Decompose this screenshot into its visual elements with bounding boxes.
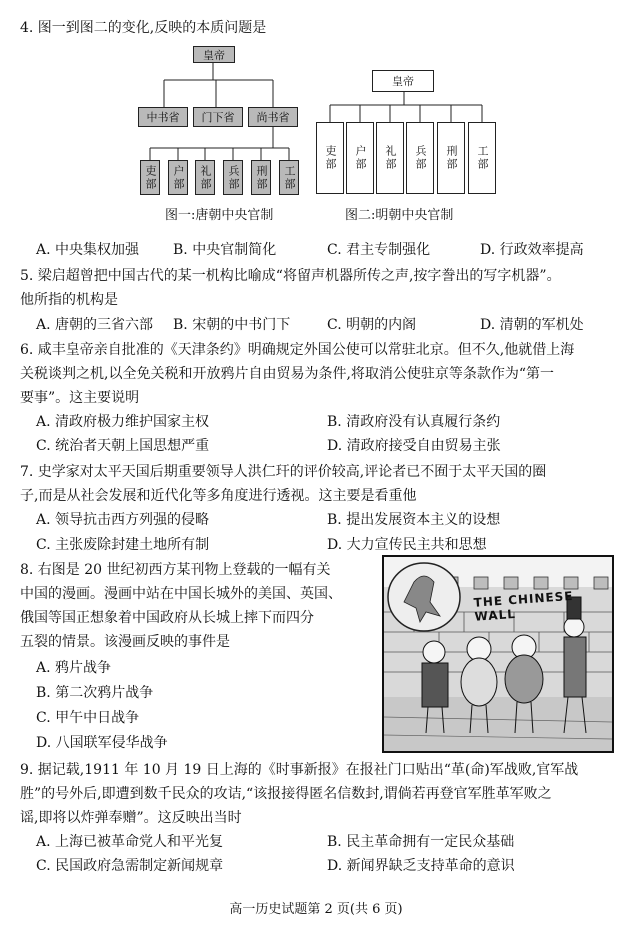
q8-option-a: A. 鸦片战争 [36,660,112,676]
q6-line-2: 关税谈判之机,以全免关税和开放鸦片自由贸易为条件,将取消公使驻京等条款作为“第一 [20,366,555,382]
q4-option-c: C. 君主专制强化 [327,242,431,258]
q7-option-d: D. 大力宣传民主共和思想 [327,537,487,553]
q8-line-1: 8. 右图是 20 世纪初西方某刊物上登载的一幅有关 [20,562,331,578]
q6-line-1: 6. 咸丰皇帝亲自批准的《天津条约》明确规定外国公使可以常驻北京。但不久,他就借上海 [20,342,575,358]
q4-option-a: A. 中央集权加强 [36,242,140,258]
fig2-li-bu2-box: 礼部 [376,122,404,194]
q6-option-c: C. 统治者天朝上国思想严重 [36,438,210,454]
fig2-gong-bu-box: 工部 [468,122,496,194]
q5-option-b: B. 宋朝的中书门下 [173,317,291,333]
q5-line-1: 5. 梁启超曾把中国古代的某一机构比喻成“将留声机器所传之声,按字誊出的写字机器”。 [20,268,561,284]
fig1-menxia-box: 门下省 [193,107,243,127]
q9-line-3: 谣,即将以炸弹奉赠”。这反映出当时 [20,810,242,826]
china-wall-cartoon [382,555,614,753]
q8-line-2: 中国的漫画。漫画中站在中国长城外的美国、英国、 [20,586,342,602]
q9-line-2: 胜”的号外后,即遭到数千民众的攻诘,“该报接得匿名信数封,谓倘若再登官军胜革军败之 [20,786,552,802]
fig1-bing-bu-box: 兵部 [223,160,243,195]
fig2-hu-bu-box: 户部 [346,122,374,194]
q7-line-1: 7. 史学家对太平天国后期重要领导人洪仁玕的评价较高,评论者已不囿于太平天国的圈 [20,464,547,480]
q9-line-1: 9. 据记载,1911 年 10 月 19 日上海的《时事新报》在报社门口贴出“革(命)军战败,官军战 [20,762,579,778]
q4-stem: 4. 图一到图二的变化,反映的本质问题是 [20,20,267,36]
cartoon-drawing [384,557,612,751]
fig1-gong-bu-box: 工部 [279,160,299,195]
q6-option-b: B. 清政府没有认真履行条约 [327,414,501,430]
q6-option-d: D. 清政府接受自由贸易主张 [327,438,501,454]
q4-option-d: D. 行政效率提高 [480,242,584,258]
q9-option-d: D. 新闻界缺乏支持革命的意识 [327,858,515,874]
fig2-emperor-box: 皇帝 [372,70,434,92]
fig1-li-bu2-box: 礼部 [195,160,215,195]
cartoon-wall-label: THE CHINESE WALL [473,588,574,624]
fig1-li-bu-box: 吏部 [140,160,160,195]
fig2-xing-bu-box: 刑部 [437,122,465,194]
fig1-caption: 图一:唐朝中央官制 [165,208,274,223]
q5-option-c: C. 明朝的内阁 [327,317,417,333]
q9-option-b: B. 民主革命拥有一定民众基础 [327,834,515,850]
fig2-bing-bu-box: 兵部 [406,122,434,194]
q7-option-a: A. 领导抗击西方列强的侵略 [36,512,210,528]
q7-option-b: B. 提出发展资本主义的设想 [327,512,501,528]
q5-line-2: 他所指的机构是 [20,292,118,308]
q9-option-c: C. 民国政府急需制定新闻规章 [36,858,224,874]
q7-option-c: C. 主张废除封建土地所有制 [36,537,210,553]
q9-option-a: A. 上海已被革命党人和平光复 [36,834,224,850]
q5-option-d: D. 清朝的军机处 [480,317,584,333]
q7-line-2: 子,而是从社会发展和近代化等多角度进行透视。这主要是看重他 [20,488,417,504]
fig2-caption: 图二:明朝中央官制 [345,208,454,223]
q8-option-d: D. 八国联军侵华战争 [36,735,168,751]
fig1-emperor-box: 皇帝 [193,46,235,63]
page-footer: 高一历史试题第 2 页(共 6 页) [229,902,403,917]
q5-option-a: A. 唐朝的三省六部 [36,317,154,333]
q6-line-3: 要事”。这主要说明 [20,390,140,406]
fig1-shangshu-box: 尚书省 [248,107,298,127]
q8-option-c: C. 甲午中日战争 [36,710,140,726]
fig2-li-bu-box: 吏部 [316,122,344,194]
q8-line-3: 俄国等国正想象着中国政府从长城上摔下而四分 [20,610,314,626]
fig1-hu-bu-box: 户部 [168,160,188,195]
org-chart-lines [0,0,632,240]
fig1-xing-bu-box: 刑部 [251,160,271,195]
q8-line-4: 五裂的情景。该漫画反映的事件是 [20,634,230,650]
q8-option-b: B. 第二次鸦片战争 [36,685,154,701]
fig1-zhongshu-box: 中书省 [138,107,188,127]
q4-option-b: B. 中央官制简化 [173,242,277,258]
q6-option-a: A. 清政府极力维护国家主权 [36,414,210,430]
